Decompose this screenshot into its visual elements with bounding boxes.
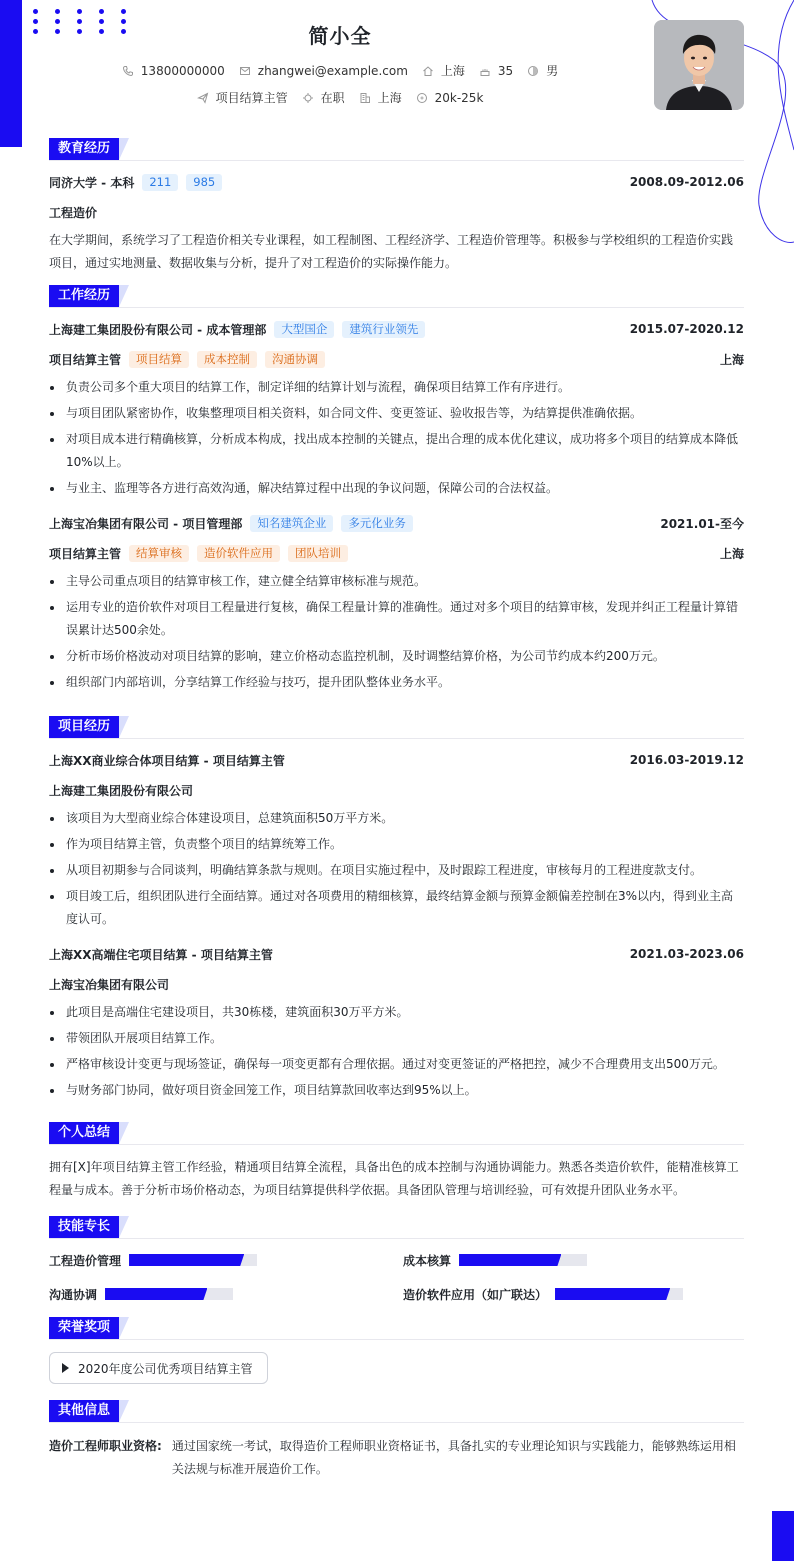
section-header — [49, 1216, 744, 1239]
work-date: 2015.07-2020.12 — [629, 322, 744, 336]
status-icon — [302, 92, 314, 104]
work-entry — [49, 320, 744, 500]
company-name: 上海宝冶集团有限公司 - 项目管理部 — [49, 516, 243, 531]
section-title: 其他信息 — [49, 1400, 119, 1422]
work-location: 上海 — [719, 546, 744, 561]
project-bullets — [49, 1001, 744, 1102]
gender-text: 男 — [546, 64, 559, 78]
age-item — [479, 64, 513, 78]
resume-body — [49, 138, 744, 1481]
skill-tag: 造价软件应用 — [197, 545, 280, 562]
company-tag: 知名建筑企业 — [250, 515, 333, 532]
home-icon — [422, 65, 434, 77]
building-icon — [359, 92, 371, 104]
skill-item — [403, 1285, 744, 1303]
education-description: 在大学期间，系统学习了工程造价相关专业课程，如工程制图、工程经济学、工程造价管理等。积极参与学校组织的工程造价实践项目，通过实地测量、数据收集与分析，提升了对工程造价的实际操作能力。 — [49, 233, 734, 270]
project-date: 2021.03-2023.06 — [629, 947, 744, 961]
work-entry — [49, 514, 744, 694]
skill-item — [49, 1285, 403, 1303]
project-company-row — [49, 781, 744, 799]
email-text: zhangwei@example.com — [257, 63, 408, 78]
company-tag: 大型国企 — [274, 321, 334, 338]
decorative-corner-bar — [772, 1511, 794, 1561]
work-section — [49, 285, 744, 694]
project-date: 2016.03-2019.12 — [629, 753, 744, 767]
section-header — [49, 285, 744, 308]
list-item: 与财务部门协同，做好项目资金回笼工作，项目结算款回收率达到95%以上。 — [49, 1079, 744, 1102]
job-target-item — [197, 89, 288, 106]
avatar-portrait — [654, 20, 744, 110]
city-text: 上海 — [440, 64, 465, 78]
project-title-row — [49, 945, 744, 963]
resume-header — [0, 0, 794, 130]
other-section — [49, 1400, 744, 1481]
list-item: 对项目成本进行精确核算，分析成本构成，找出成本控制的关键点，提出合理的成本优化建议，成功将多个项目的结算成本降低10%以上。 — [49, 428, 744, 474]
skills-grid — [49, 1251, 744, 1303]
job-target-text: 项目结算主管 — [215, 91, 288, 105]
skill-name: 沟通协调 — [49, 1287, 98, 1302]
avatar — [654, 20, 744, 110]
email-item — [239, 64, 408, 78]
list-item: 运用专业的造价软件对项目工程量进行复核，确保工程量计算的准确性。通过对多个项目的结算审核，发现并纠正工程量计算错误累计达500余处。 — [49, 596, 744, 642]
honors-section — [49, 1317, 744, 1400]
phone-text: 13800000000 — [140, 63, 225, 78]
skill-fill — [129, 1254, 244, 1266]
project-title: 上海XX高端住宅项目结算 - 项目结算主管 — [49, 947, 273, 962]
skill-bar — [459, 1254, 587, 1266]
list-item: 负责公司多个重大项目的结算工作，制定详细的结算计划与流程，确保项目结算工作有序进行。 — [49, 376, 744, 399]
section-title: 教育经历 — [49, 138, 119, 160]
company-tag: 多元化业务 — [341, 515, 413, 532]
skill-fill — [459, 1254, 561, 1266]
status-text: 在职 — [320, 91, 345, 105]
list-item: 从项目初期参与合同谈判，明确结算条款与规则。在项目实施过程中，及时跟踪工程进度，审核每月的工程进度款支付。 — [49, 859, 744, 882]
skill-item — [49, 1251, 403, 1269]
school-name: 同济大学 - 本科 — [49, 175, 135, 190]
target-city-item — [359, 89, 402, 106]
summary-section — [49, 1122, 744, 1202]
project-entry — [49, 945, 744, 1102]
skill-bar — [129, 1254, 257, 1266]
award-label: 2020年度公司优秀项目结算主管 — [78, 1361, 253, 1376]
skill-fill — [105, 1288, 207, 1300]
phone-item — [122, 64, 225, 78]
salary-icon — [416, 92, 428, 104]
project-company: 上海建工集团股份有限公司 — [49, 783, 194, 798]
project-entry — [49, 751, 744, 931]
education-row — [49, 173, 744, 191]
education-section — [49, 138, 744, 275]
other-label: 造价工程师职业资格: — [49, 1439, 162, 1453]
skill-item — [403, 1251, 744, 1269]
section-header — [49, 138, 744, 161]
skill-name: 工程造价管理 — [49, 1253, 122, 1268]
work-bullets — [49, 376, 744, 500]
section-title: 个人总结 — [49, 1122, 119, 1144]
project-title-row — [49, 751, 744, 769]
gender-icon — [527, 65, 539, 77]
list-item: 此项目是高端住宅建设项目，共30栋楼，建筑面积30万平方米。 — [49, 1001, 744, 1024]
skill-name: 成本核算 — [403, 1253, 452, 1268]
contact-row — [0, 62, 680, 79]
list-item: 作为项目结算主管，负责整个项目的结算统筹工作。 — [49, 833, 744, 856]
job-intent-row — [0, 89, 680, 106]
send-icon — [197, 92, 209, 104]
skill-fill — [555, 1288, 670, 1300]
age-icon — [479, 65, 491, 77]
award-item[interactable] — [49, 1352, 268, 1384]
section-title: 荣誉奖项 — [49, 1317, 119, 1339]
company-tag: 建筑行业领先 — [342, 321, 425, 338]
project-bullets — [49, 807, 744, 931]
age-text: 35 — [497, 63, 514, 78]
list-item: 与项目团队紧密协作，收集整理项目相关资料，如合同文件、变更签证、验收报告等，为结算提供准确依据。 — [49, 402, 744, 425]
section-title: 项目经历 — [49, 716, 119, 738]
list-item: 带领团队开展项目结算工作。 — [49, 1027, 744, 1050]
projects-section — [49, 716, 744, 1102]
skill-tag: 项目结算 — [129, 351, 189, 368]
section-header — [49, 1317, 744, 1340]
section-header — [49, 1400, 744, 1423]
section-title: 技能专长 — [49, 1216, 119, 1238]
summary-text: 拥有[X]年项目结算主管工作经验，精通项目结算全流程，具备出色的成本控制与沟通协调能力。熟悉各类造价软件，能精准核算工程量与成本。善于分析市场价格动态，为项目结算提供科学依据。具备团队管理与培训经验，可有效提升团队业务水平。 — [49, 1160, 739, 1197]
other-text: 通过国家统一考试，取得造价工程师职业资格证书，具备扎实的专业理论知识与实践能力，能够熟练运用相关法规与标准开展造价工作。 — [171, 1439, 736, 1476]
other-info — [49, 1435, 744, 1481]
school-tag: 211 — [142, 174, 178, 191]
play-icon — [62, 1363, 69, 1373]
company-name: 上海建工集团股份有限公司 - 成本管理部 — [49, 322, 267, 337]
skill-tag: 沟通协调 — [265, 351, 325, 368]
list-item: 项目竣工后，组织团队进行全面结算。通过对各项费用的精细核算，最终结算金额与预算金额偏差控制在3%以内，得到业主高度认可。 — [49, 885, 744, 931]
work-location: 上海 — [719, 352, 744, 367]
gender-item — [527, 62, 558, 79]
section-header — [49, 716, 744, 739]
target-city-text: 上海 — [377, 91, 402, 105]
skill-bar — [105, 1288, 233, 1300]
position-name: 项目结算主管 — [49, 352, 122, 367]
skill-tag: 结算审核 — [129, 545, 189, 562]
company-row — [49, 514, 744, 532]
company-row — [49, 320, 744, 338]
position-name: 项目结算主管 — [49, 546, 122, 561]
project-company-row — [49, 975, 744, 993]
project-company: 上海宝冶集团有限公司 — [49, 977, 170, 992]
list-item: 与业主、监理等各方进行高效沟通，解决结算过程中出现的争议问题，保障公司的合法权益。 — [49, 477, 744, 500]
education-date: 2008.09-2012.06 — [629, 175, 744, 189]
work-date: 2021.01-至今 — [660, 516, 744, 531]
section-header — [49, 1122, 744, 1145]
project-title: 上海XX商业综合体项目结算 - 项目结算主管 — [49, 753, 285, 768]
position-row — [49, 350, 744, 368]
salary-item — [416, 91, 484, 105]
list-item: 主导公司重点项目的结算审核工作，建立健全结算审核标准与规范。 — [49, 570, 744, 593]
section-title: 工作经历 — [49, 285, 119, 307]
status-item — [302, 89, 345, 106]
salary-text: 20k-25k — [434, 90, 484, 105]
position-row — [49, 544, 744, 562]
phone-icon — [122, 65, 134, 77]
email-icon — [239, 65, 251, 77]
candidate-name: 简小全 — [308, 24, 372, 48]
list-item: 分析市场价格波动对项目结算的影响，建立价格动态监控机制，及时调整结算价格，为公司节约成本约200万元。 — [49, 645, 744, 668]
list-item: 组织部门内部培训，分享结算工作经验与技巧，提升团队整体业务水平。 — [49, 671, 744, 694]
city-item — [422, 62, 465, 79]
work-bullets — [49, 570, 744, 694]
skill-name: 造价软件应用（如广联达） — [403, 1287, 548, 1302]
skill-tag: 成本控制 — [197, 351, 257, 368]
list-item: 该项目为大型商业综合体建设项目，总建筑面积50万平方米。 — [49, 807, 744, 830]
skills-section — [49, 1216, 744, 1303]
major-row — [49, 203, 744, 221]
major-name: 工程造价 — [49, 205, 98, 220]
skill-bar — [555, 1288, 683, 1300]
skill-tag: 团队培训 — [288, 545, 348, 562]
school-tag: 985 — [186, 174, 222, 191]
list-item: 严格审核设计变更与现场签证，确保每一项变更都有合理依据。通过对变更签证的严格把控，减少不合理费用支出500万元。 — [49, 1053, 744, 1076]
